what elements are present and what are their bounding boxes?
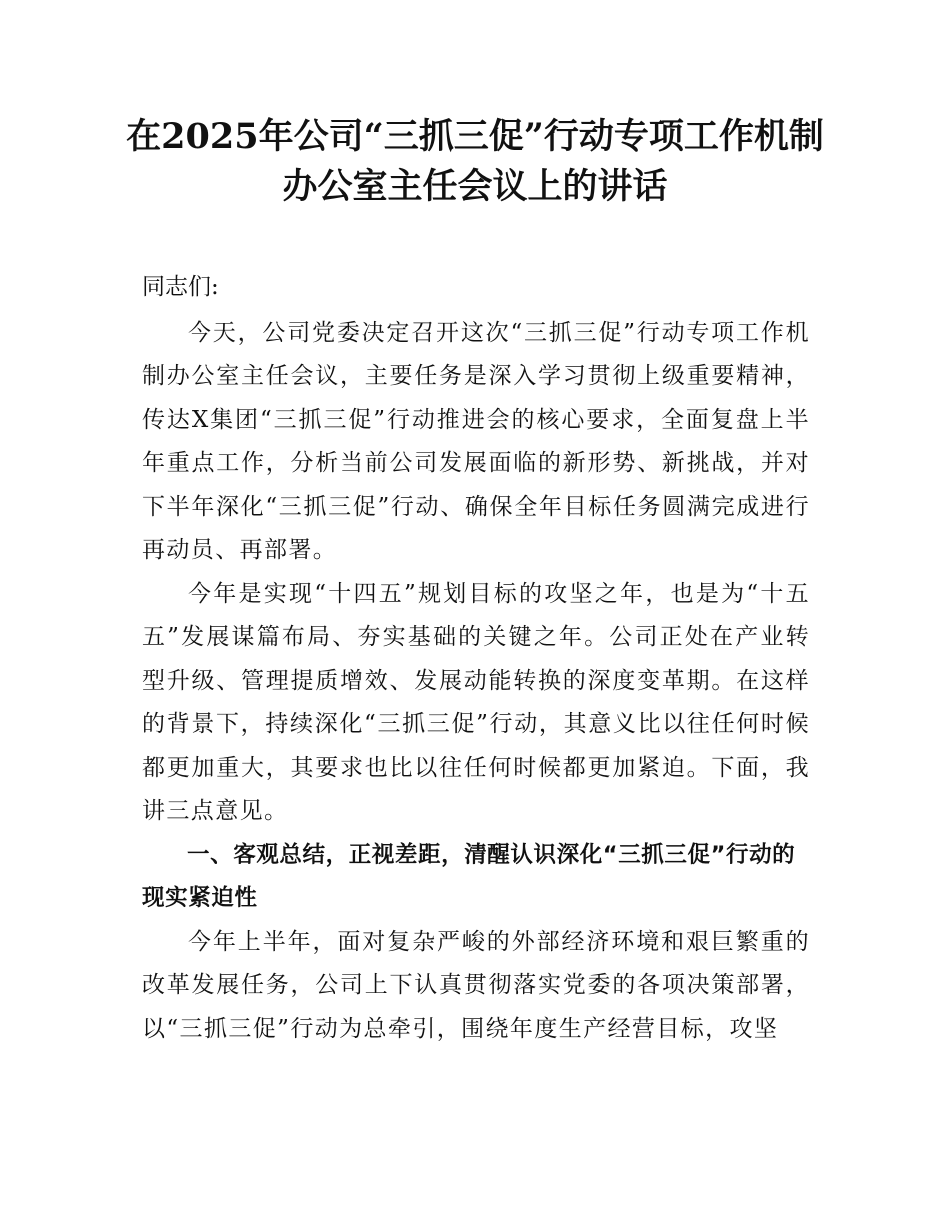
- paragraph-context: 今年是实现“十四五”规划目标的攻坚之年，也是为“十五五”发展谋篇布局、夯实基础的关键之年。公司正处在产业转型升级、管理提质增效、发展动能转换的深度变革期。在这样的背景下，持续深化“三抓三促”行动，其意义比以往任何时候都更加重大，其要求也比以往任何时候都更加紧迫。下面，我讲三点意见。: [142, 580, 810, 824]
- document-body: [142, 266, 810, 1051]
- section-paragraph: 今年上半年，面对复杂严峻的外部经济环境和艰巨繁重的改革发展任务，公司上下认真贯彻落实党委的各项决策部署，以“三抓三促”行动为总牵引，围绕年度生产经营目标，攻坚: [142, 928, 810, 1042]
- document-title: 在2025年公司“三抓三促”行动专项工作机制办公室主任会议上的讲话: [126, 116, 824, 207]
- paragraph-intro: 今天，公司党委决定召开这次“三抓三促”行动专项工作机制办公室主任会议，主要任务是深入学习贯彻上级重要精神，传达X集团“三抓三促”行动推进会的核心要求，全面复盘上半年重点工作，分析当前公司发展面临的新形势、新挑战，并对下半年深化“三抓三促”行动、确保全年目标任务圆满完成进行再动员、再部署。: [142, 319, 810, 563]
- section-heading: 一、客观总结，正视差距，清醒认识深化“三抓三促”行动的现实紧迫性: [142, 841, 796, 911]
- salutation: 同志们:: [142, 274, 219, 300]
